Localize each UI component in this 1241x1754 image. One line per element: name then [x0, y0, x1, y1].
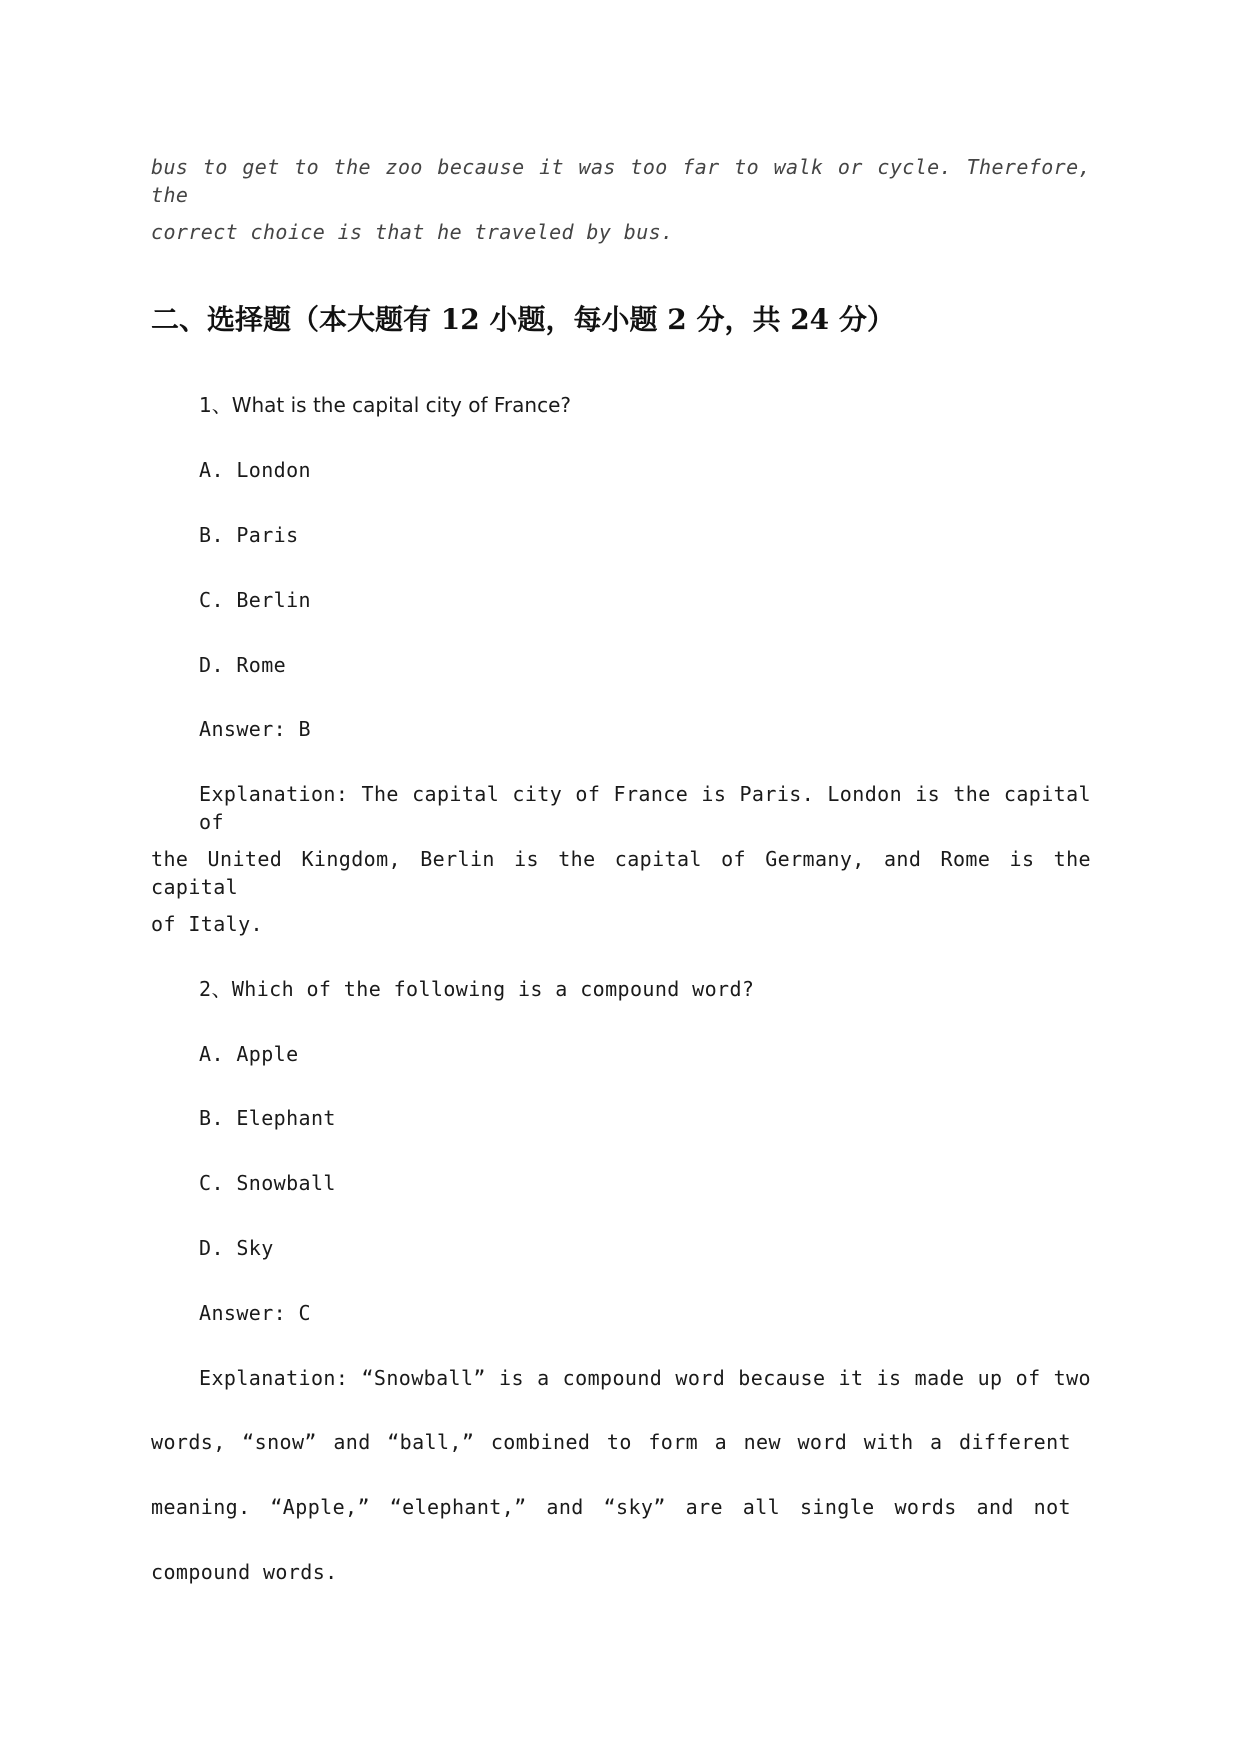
question-1-answer: Answer: B [199, 717, 311, 741]
question-2-stem: 2、Which of the following is a compound word? [199, 977, 755, 1001]
question-1-explanation-line-3: of Italy. [151, 912, 263, 936]
question-1-explanation-line-1: Explanation: The capital city of France is Paris. London is the capital of [199, 782, 1091, 834]
question-1-option-c: C. Berlin [199, 588, 311, 612]
question-2-explanation-line-4: compound words. [151, 1560, 338, 1584]
question-2-explanation-line-1: Explanation: “Snowball” is a compound word because it is made up of two [199, 1366, 1091, 1390]
question-2-explanation-line-3: meaning. “Apple,” “elephant,” and “sky” are all single words and not [151, 1495, 1071, 1519]
question-1-option-b: B. Paris [199, 523, 299, 547]
question-1-explanation-line-2: the United Kingdom, Berlin is the capital of Germany, and Rome is the capital [151, 847, 1091, 899]
carryover-line-1: bus to get to the zoo because it was too far to walk or cycle. Therefore, the [151, 155, 1091, 207]
question-2-option-b: B. Elephant [199, 1106, 336, 1130]
question-2-option-a: A. Apple [199, 1042, 299, 1066]
question-2-option-d: D. Sky [199, 1236, 274, 1260]
carryover-line-2: correct choice is that he traveled by bus. [151, 220, 674, 244]
question-2-option-c: C. Snowball [199, 1171, 336, 1195]
question-2-answer: Answer: C [199, 1301, 311, 1325]
question-1-stem: 1、What is the capital city of France? [199, 393, 572, 417]
question-1-option-a: A. London [199, 458, 311, 482]
question-1-option-d: D. Rome [199, 653, 287, 677]
section-heading: 二、选择题（本大题有 12 小题，每小题 2 分，共 24 分） [151, 303, 895, 336]
question-2-explanation-line-2: words, “snow” and “ball,” combined to form a new word with a different [151, 1430, 1071, 1454]
